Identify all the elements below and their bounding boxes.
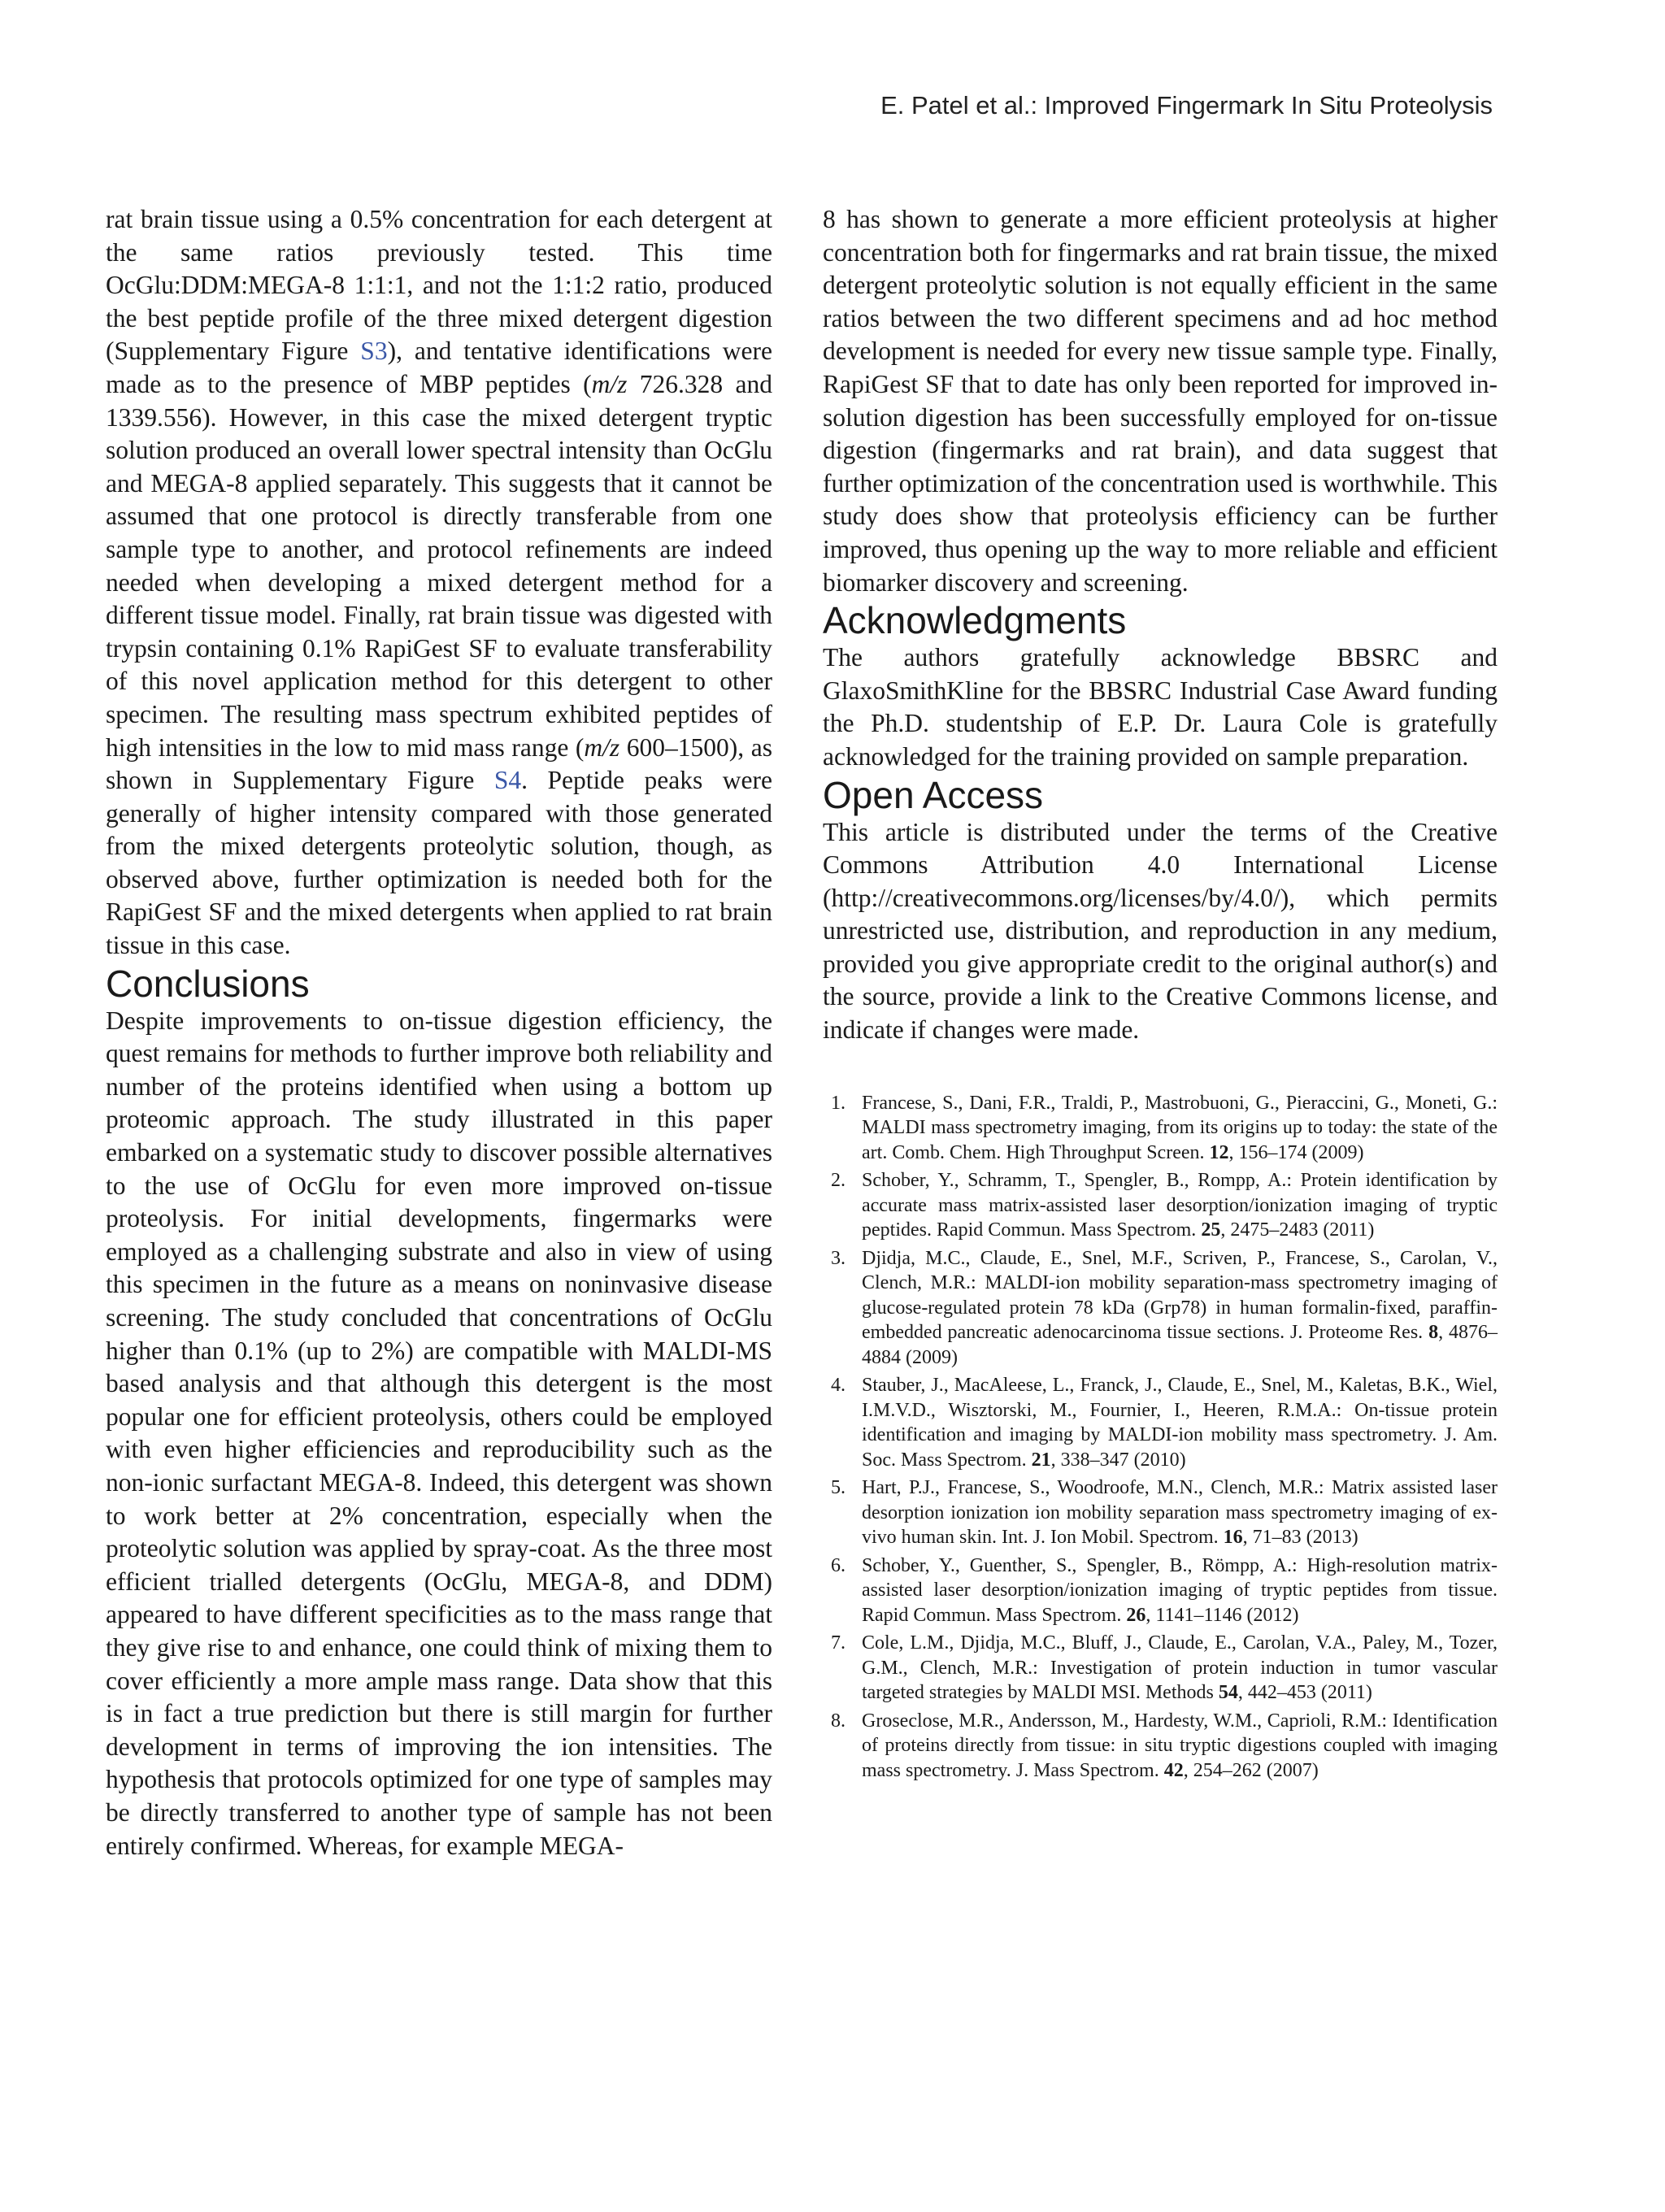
reference-item: [823, 1631, 1498, 1706]
text-run: . Peptide peaks were generally of higher intensity compared with those generated from the mixed detergents proteolytic solution, though, as observed above, further optimization is needed both for the RapiGest SF and the mixed detergents when applied to rat brain tissue in this case.: [106, 766, 772, 960]
text-run: Djidja, M.C., Claude, E., Snel, M.F., Scriven, P., Francese, S., Carolan, V., Clench, M.R.: MALDI-ion mobility separation-mass spectrometry imaging of glucose-regulated protein 78 kDa (Grp78) in human formalin-fixed, paraffin-embedded pancreatic adenocarcinoma tissue sections. J. Proteome Res.: [862, 1247, 1498, 1344]
volume-number: 26: [1126, 1604, 1146, 1626]
text-run: Stauber, J., MacAleese, L., Franck, J., Claude, E., Snel, M., Kaletas, B.K., Wiel, I.M.V.D., Wisztorski, M., Fournier, I., Heeren, R.M.A.: On-tissue protein identification and imaging by MALDI-ion mobility mass spectrometry. J. Am. Soc. Mass Spectrom.: [862, 1375, 1498, 1471]
reference-number: 6.: [831, 1554, 846, 1576]
volume-number: 42: [1163, 1759, 1184, 1781]
acknowledgments-paragraph: The authors gratefully acknowledge BBSRC and GlaxoSmithKline for the BBSRC Industrial Case Award funding the Ph.D. studentship of E.P. Dr. Laura Cole is gratefully acknowledged for the training provided on sample preparation.: [823, 643, 1498, 771]
conclusions-heading: Conclusions: [106, 962, 310, 1005]
text-run: ), and tentative identifications were made as to the presence of MBP peptides (: [106, 337, 772, 398]
right-column: [823, 203, 1498, 1786]
text-run: Schober, Y., Guenther, S., Spengler, B., Römpp, A.: High-resolution matrix-assisted laser desorption/ionization imaging of tryptic peptides from tissue. Rapid Commun. Mass Spectrom.: [862, 1554, 1498, 1626]
volume-number: 16: [1223, 1527, 1243, 1549]
italic-term: m/z: [591, 369, 628, 398]
text-run: Hart, P.J., Francese, S., Woodroofe, M.N., Clench, M.R.: Matrix assisted laser desorption ionization ion mobility separation mass spectrometry imaging of ex-vivo human skin. Int. J. Ion Mobil. Spectrom.: [862, 1477, 1498, 1549]
text-run: , 2475–2483 (2011): [1220, 1219, 1375, 1241]
reference-number: 8.: [831, 1710, 846, 1732]
text-run: , 338–347 (2010): [1050, 1449, 1186, 1471]
volume-number: 12: [1209, 1141, 1229, 1163]
text-run: 726.328 and 1339.556). However, in this case the mixed detergent tryptic solution produced an overall lower spectral intensity than OcGlu and MEGA-8 applied separately. This suggests that it cannot be assumed that one protocol is directly transferable from one sample type to another, and protocol refinements are indeed needed when developing a mixed detergent method for a different tissue model. Finally, rat brain tissue was digested with trypsin containing 0.1% RapiGest SF to evaluate transferability of this novel application method for this detergent to other specimen. The resulting mass spectrum exhibited peptides of high intensities in the low to mid mass range (: [106, 369, 772, 762]
reference-number: 2.: [831, 1170, 846, 1192]
left-column: [106, 203, 772, 1862]
reference-item: [823, 1554, 1498, 1628]
italic-term: m/z: [584, 732, 620, 762]
reference-number: 4.: [831, 1375, 846, 1397]
conclusions-paragraph: Despite improvements to on-tissue digestion efficiency, the quest remains for methods to further improve both reliability and number of the proteins identified when using a bottom up proteomic approach. The study illustrated in this paper embarked on a systematic study to discover possible alternatives to the use of OcGlu for even more improved on-tissue proteolysis. For initial developments, fingermarks were employed as a challenging substrate and also in view of using this specimen in the future as a means on noninvasive disease screening. The study concluded that concentrations of OcGlu higher than 0.1% (up to 2%) are compatible with MALDI-MS based analysis and that although this detergent is the most popular one for efficient proteolysis, others could be employed with even higher efficiencies and reproducibility such as the non-ionic surfactant MEGA-8. Indeed, this detergent was shown to work better at 2% concentration, especially when the proteolytic solution was applied by spray-coat. As the three most efficient trialled detergents (OcGlu, MEGA-8, and DDM) appeared to have different specificities as to the mass range that they give rise to and enhance, one could think of mixing them to cover efficiently a more ample mass range. Data show that this is in fact a true prediction but there is still margin for further development in terms of improving the ion intensities. The hypothesis that protocols optimized for one type of samples may be directly transferred to another type of sample has not been entirely confirmed. Whereas, for example MEGA-: [106, 1006, 772, 1860]
reference-item: [823, 1246, 1498, 1371]
reference-number: 7.: [831, 1632, 846, 1654]
conclusions-continued-paragraph: 8 has shown to generate a more efficient proteolysis at higher concentration both for fingermarks and rat brain tissue, the mixed detergent proteolytic solution is not equally efficient in the same ratios between the two different specimens and ad hoc method development is needed for every new tissue sample type. Finally, RapiGest SF that to date has only been reported for improved in-solution digestion has been successfully employed for on-tissue digestion (fingermarks and rat brain), and data suggest that further optimization of the concentration used is worthwhile. This study does show that proteolysis efficiency can be further improved, thus opening up the way to more reliable and efficient biomarker discovery and screening.: [823, 205, 1498, 597]
supplementary-figure-link[interactable]: S4: [493, 766, 522, 795]
text-run: Francese, S., Dani, F.R., Traldi, P., Mastrobuoni, G., Pieraccini, G., Moneti, G.: MALDI mass spectrometry imaging, from its origins up to today: the state of the art. Comb. Chem. High Throughput Screen.: [862, 1092, 1498, 1163]
open-access-paragraph: This article is distributed under the terms of the Creative Commons Attribution 4.0 International License (http://creativecommons.org/licenses/by/4.0/), which permits unrestricted use, distribution, and reproduction in any medium, provided you give appropriate credit to the original author(s) and the source, provide a link to the Creative Commons license, and indicate if changes were made.: [823, 817, 1498, 1045]
reference-number: 3.: [831, 1247, 846, 1269]
reference-item: [823, 1091, 1498, 1166]
text-run: , 254–262 (2007): [1183, 1759, 1319, 1781]
volume-number: 21: [1031, 1449, 1051, 1471]
text-run: Groseclose, M.R., Andersson, M., Hardesty, W.M., Caprioli, R.M.: Identification of proteins directly from tissue: in situ tryptic digestions coupled with imaging mass spectrometry. J. Mass Spectrom.: [862, 1710, 1498, 1781]
volume-number: 25: [1201, 1219, 1221, 1241]
volume-number: 8: [1428, 1322, 1439, 1344]
reference-number: 1.: [831, 1092, 846, 1114]
reference-item: [823, 1373, 1498, 1472]
text-run: , 71–83 (2013): [1242, 1527, 1359, 1549]
acknowledgments-heading: Acknowledgments: [823, 599, 1127, 642]
reference-item: [823, 1475, 1498, 1550]
reference-number: 5.: [831, 1477, 846, 1499]
text-run: , 1141–1146 (2012): [1146, 1604, 1299, 1626]
supplementary-figure-link[interactable]: S3: [360, 337, 388, 366]
reference-list: [823, 1091, 1498, 1784]
reference-item: [823, 1709, 1498, 1784]
results-paragraph: [106, 203, 772, 963]
volume-number: 54: [1218, 1682, 1238, 1704]
text-run: rat brain tissue using a 0.5% concentration for each detergent at the same ratios previously tested. This time OcGlu:DDM:MEGA-8 1:1:1, and not the 1:1:2 ratio, produced the best peptide profile of the three mixed detergent digestion (Supplementary Figure: [106, 205, 772, 366]
text-run: , 4876–4884 (2009): [862, 1322, 1498, 1368]
open-access-heading: Open Access: [823, 773, 1044, 816]
text-run: , 156–174 (2009): [1228, 1141, 1364, 1163]
reference-item: [823, 1168, 1498, 1243]
text-run: Cole, L.M., Djidja, M.C., Bluff, J., Claude, E., Carolan, V.A., Paley, M., Tozer, G.M., Clench, M.R.: Investigation of protein induction in tumor vascular targeted strategies by MALDI MSI. Methods: [862, 1632, 1498, 1704]
text-run: , 442–453 (2011): [1237, 1682, 1372, 1704]
text-run: Schober, Y., Schramm, T., Spengler, B., Rompp, A.: Protein identification by accurate mass matrix-assisted laser desorption/ionization imaging of tryptic peptides. Rapid Commun. Mass Spectrom.: [862, 1170, 1498, 1241]
text-run: 600–1500), as shown in Supplementary Figure: [106, 732, 772, 795]
running-title: E. Patel et al.: Improved Fingermark In Situ Proteolysis: [880, 91, 1493, 120]
